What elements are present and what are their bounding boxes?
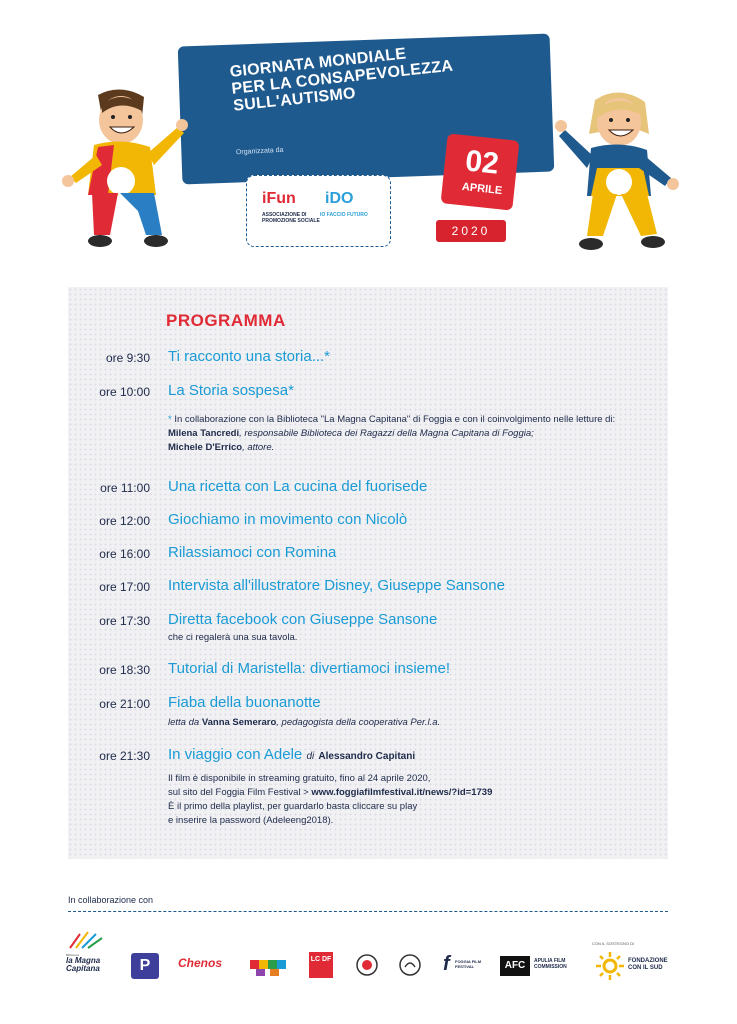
boy-character-illustration — [58, 85, 194, 250]
note-2130 — [168, 772, 492, 828]
note-1730: che ci regalerà una sua tavola. — [168, 632, 298, 643]
round-seal-logo-2 — [398, 953, 422, 977]
time-1730: ore 17:30 — [99, 614, 150, 628]
note-2100-name: Vanna Semeraro — [201, 717, 277, 728]
event-title: GIORNATA MONDIALE PER LA CONSAPEVOLEZZA SULL'AUTISMO — [229, 45, 454, 115]
event-title-1830: Tutorial di Maristella: divertiamoci insieme! — [168, 660, 451, 677]
time-2130: ore 21:30 — [99, 749, 150, 763]
note-1000-role2: , attore. — [242, 442, 275, 453]
afc-logo: AFC — [500, 956, 530, 976]
time-1000: ore 10:00 — [99, 385, 150, 399]
round-seal-logo-1 — [355, 953, 379, 977]
time-1200: ore 12:00 — [99, 514, 150, 528]
ido-subtitle: IO FACCIO FUTURO — [320, 212, 368, 218]
event-2130-by: di — [306, 751, 315, 762]
event-title-1700: Intervista all'illustratore Disney, Giuseppe Sansone — [168, 577, 505, 594]
event-title-1000: La Storia sospesa* — [168, 382, 294, 399]
p-logo: P — [131, 953, 159, 979]
event-title-2130-text: In viaggio con Adele — [168, 746, 303, 763]
chenos-logo: Chenos — [178, 956, 223, 970]
foggia-ff-label: FOGGIA FILM FESTIVAL — [455, 959, 482, 969]
foggia-f-icon: f — [443, 953, 450, 975]
time-1100: ore 11:00 — [100, 481, 150, 495]
ifun-subtitle: ASSOCIAZIONE DI PROMOZIONE SOCIALE — [262, 212, 320, 224]
note-2130-line1: Il film è disponibile in streaming gratuito, fino al 24 aprile 2020, — [168, 773, 431, 784]
foggia-film-festival-link[interactable]: www.foggiafilmfestival.it/news/?id=1739 — [311, 787, 493, 798]
ido-logo: iDO — [325, 190, 354, 207]
puzzle-logo — [248, 952, 290, 978]
note-1000-name2: Michele D'Errico — [168, 442, 243, 453]
event-title-2130 — [168, 746, 415, 763]
time-1600: ore 16:00 — [99, 547, 150, 561]
time-2100: ore 21:00 — [99, 697, 150, 711]
lcdf-logo: LC DF — [309, 952, 333, 978]
note-1000-role1: , responsabile Biblioteca dei Ragazzi della Magna Capitana di Foggia; — [239, 428, 534, 439]
note-2130-line2-pre: sul sito del Foggia Film Festival > — [168, 787, 312, 798]
magna-capitana-swoosh-icon — [66, 930, 110, 950]
afc-label: APULIA FILM COMMISSION — [534, 958, 567, 970]
organizers-box — [246, 175, 391, 247]
collaboration-divider — [68, 911, 668, 912]
organized-by-label: Organizzata da — [235, 146, 284, 157]
magna-small-label: Biblioteca — [66, 953, 80, 957]
note-2100-post: , pedagogista della cooperativa Per.l.a. — [276, 717, 441, 728]
event-title-2100: Fiaba della buonanotte — [168, 694, 321, 711]
fondazione-label: FONDAZIONE CON IL SUD — [628, 958, 668, 971]
foggia-film-festival-logo — [443, 953, 483, 977]
event-2130-author: Alessandro Capitani — [318, 751, 416, 762]
note-2130-line3: È il primo della playlist, per guardarlo basta cliccare su play — [168, 801, 418, 812]
date-day: 02 — [463, 144, 501, 181]
note-1000-name1: Milena Tancredi — [168, 428, 240, 439]
note-2100 — [168, 716, 440, 730]
magna-capitana-logo — [66, 930, 110, 978]
time-1700: ore 17:00 — [99, 580, 150, 594]
note-1000 — [168, 413, 668, 455]
ifun-logo: iFun — [262, 190, 296, 207]
event-title-1200: Giochiamo in movimento con Nicolò — [168, 511, 408, 528]
collaboration-label: In collaborazione con — [68, 895, 154, 905]
date-year: 2020 — [436, 220, 506, 242]
time-1830: ore 18:30 — [99, 663, 150, 677]
programme-heading: PROGRAMMA — [166, 311, 286, 330]
event-title-1730: Diretta facebook con Giuseppe Sansone — [168, 611, 438, 628]
support-label: CON IL SOSTEGNO DI — [592, 941, 635, 946]
event-title-1100: Una ricetta con La cucina del fuorisede — [168, 478, 428, 495]
note-2100-pre: letta da — [168, 717, 202, 728]
note-2130-line4: e inserire la password (Adeleeng2018). — [168, 815, 334, 826]
note-1000-line1: In collaborazione con la Biblioteca "La Magna Capitana" di Foggia e con il coinvolgimento nelle letture di: — [171, 414, 616, 425]
girl-character-illustration — [553, 88, 683, 253]
note-star: * — [168, 414, 172, 425]
fondazione-sun-icon — [594, 950, 626, 982]
event-title-0930: Ti racconto una storia...* — [168, 348, 331, 365]
magna-label: la Magna Capitana — [66, 956, 101, 973]
date-month: APRILE — [461, 180, 503, 198]
time-0930: ore 9:30 — [105, 351, 150, 365]
event-title-1600: Rilassiamoci con Romina — [168, 544, 337, 561]
